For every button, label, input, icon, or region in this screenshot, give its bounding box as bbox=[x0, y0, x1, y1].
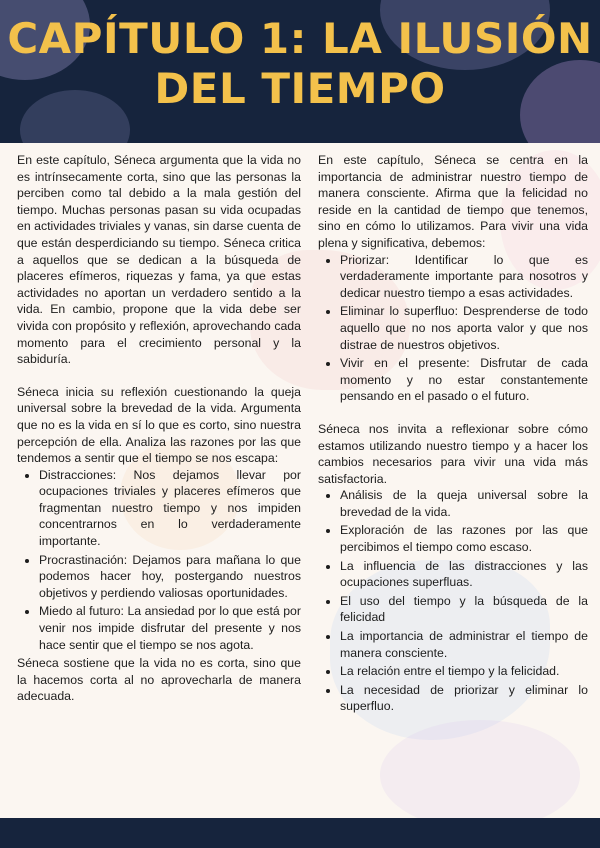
paragraph: En este capítulo, Séneca argumenta que la vida no es intrínsecamente corta, sino que las personas la perciben como tal debido a la mala gestión del tiempo. Muchas personas pasan su vida ocupadas en actividades triviales y vanas, sin darse cuenta de que están desperdiciando su tiempo. Séneca critica a aquellos que se dedican a la búsqueda de placeres efímeros, riquezas y fama, ya que estas actividades no aportan un verdadero sentido a la vida. En cambio, propone que la vida debe ser vivida con propósito y reflexión, aprovechando cada momento para el crecimiento personal y la sabiduría. bbox=[17, 153, 301, 367]
header-banner bbox=[0, 0, 600, 143]
list-item: • Miedo al futuro: La ansiedad por lo que está por venir nos impide disfrutar del presente y nos hace sentir que el tiempo se nos agota. bbox=[39, 603, 301, 653]
list-item: • Vivir en el presente: Disfrutar de cada momento y no estar constantemente pensando en el pasado o el futuro. bbox=[340, 355, 588, 405]
bullet-list bbox=[318, 252, 588, 405]
bullet-list bbox=[17, 467, 301, 654]
paragraph: Séneca sostiene que la vida no es corta, sino que la hacemos corta al no aprovecharla de manera adecuada. bbox=[17, 656, 301, 704]
list-item: • Procrastinación: Dejamos para mañana lo que podemos hacer hoy, postergando nuestros objetivos y perdiendo valiosas oportunidades. bbox=[39, 552, 301, 602]
list-item: • La importancia de administrar el tiempo de manera consciente. bbox=[340, 628, 588, 661]
background-shape bbox=[380, 720, 580, 830]
list-item: • La necesidad de priorizar y eliminar lo superfluo. bbox=[340, 682, 588, 715]
title-line-1: CAPÍTULO 1: LA ILUSIÓN bbox=[7, 14, 593, 63]
bullet-list bbox=[318, 487, 588, 715]
right-column bbox=[318, 152, 588, 731]
paragraph: Séneca nos invita a reflexionar sobre cómo estamos utilizando nuestro tiempo y a hacer los cambios necesarios para vivir una vida más satisfactoria. bbox=[318, 421, 588, 486]
list-item: • Eliminar lo superfluo: Desprenderse de todo aquello que no nos aporta valor y que nos distrae de nuestros objetivos. bbox=[340, 303, 588, 353]
title-line-2: DEL TIEMPO bbox=[154, 64, 446, 113]
list-item: • La relación entre el tiempo y la felicidad. bbox=[340, 663, 588, 680]
list-item: • El uso del tiempo y la búsqueda de la felicidad bbox=[340, 593, 588, 626]
paragraph: Séneca inicia su reflexión cuestionando la queja universal sobre la brevedad de la vida. Argumenta que no es la vida en sí lo que es corto, sino nuestra percepción de ella. Analiza las razones por las que tendemos a sentir que el tiempo se nos escapa: bbox=[17, 384, 301, 466]
paragraph: En este capítulo, Séneca se centra en la importancia de administrar nuestro tiempo de manera consciente. Afirma que la felicidad no reside en la cantidad de tiempo que tenemos, sino en cómo lo utilizamos. Para vivir una vida plena y significativa, debemos: bbox=[318, 153, 588, 250]
list-item: • La influencia de las distracciones y las ocupaciones superfluas. bbox=[340, 558, 588, 591]
page-title bbox=[0, 14, 600, 114]
list-item: • Distracciones: Nos dejamos llevar por ocupaciones triviales y placeres efímeros que fragmentan nuestro tiempo y nos impiden concentrarnos en lo verdaderamente importante. bbox=[39, 467, 301, 550]
list-item: • Exploración de las razones por las que percibimos el tiempo como escaso. bbox=[340, 522, 588, 555]
list-item: • Priorizar: Identificar lo que es verdaderamente importante para nosotros y dedicar nuestro tiempo a esas actividades. bbox=[340, 252, 588, 302]
footer-bar bbox=[0, 818, 600, 848]
list-item: • Análisis de la queja universal sobre la brevedad de la vida. bbox=[340, 487, 588, 520]
left-column bbox=[17, 152, 301, 721]
